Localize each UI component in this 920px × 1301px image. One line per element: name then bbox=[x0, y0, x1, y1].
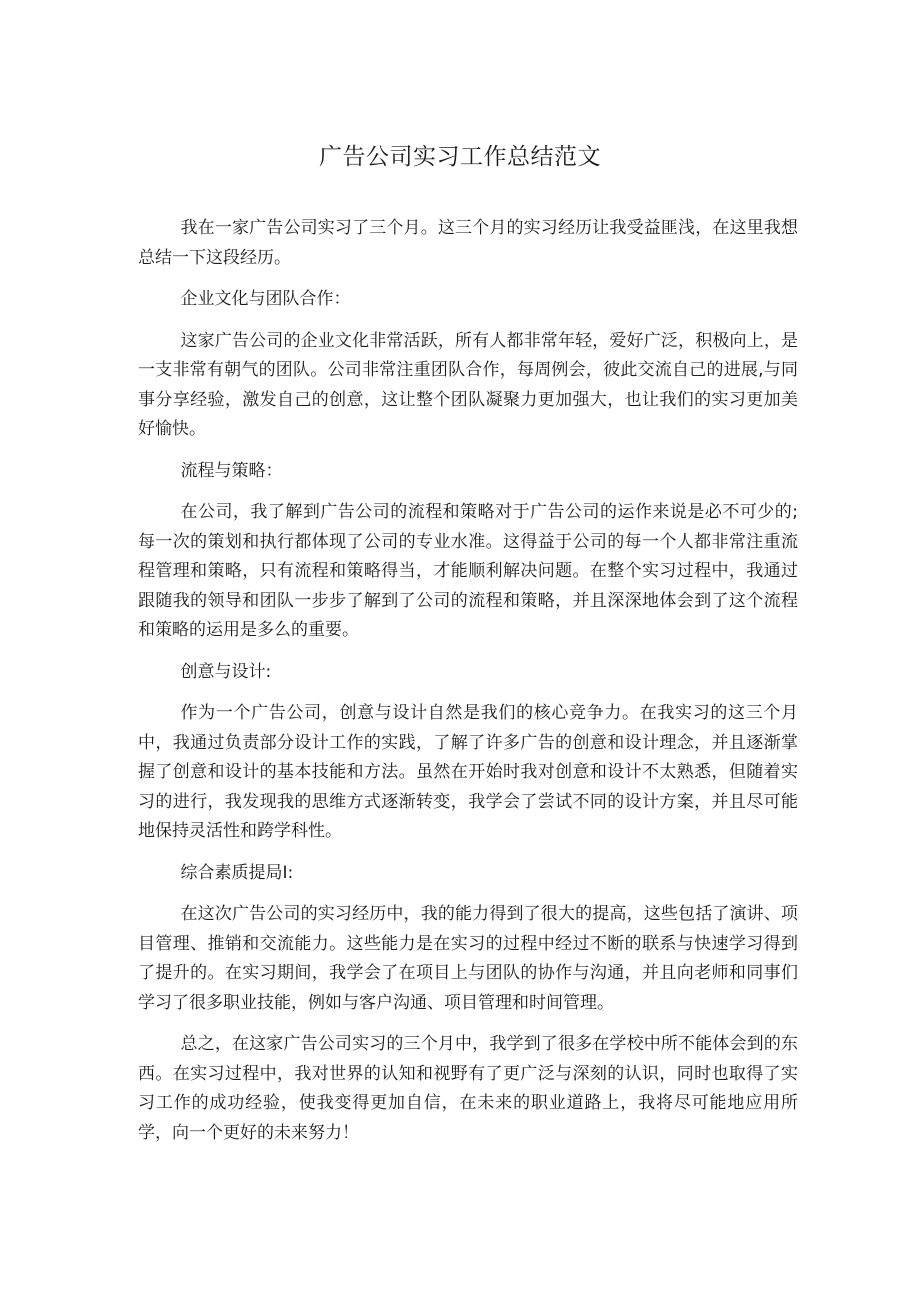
section-heading-design: 创意与设计: bbox=[180, 661, 272, 682]
section-heading-skills: 综合素质提局I: bbox=[180, 862, 294, 883]
section-heading-culture: 企业文化与团队合作： bbox=[180, 289, 351, 309]
paragraph-culture: 这家广告公司的企业文化非常活跃，所有人都非常年轻，爱好广泛，积极向上，是一支非常有朝气的团队。公司非常注重团队合作，每周例会，彼此交流自己的进展,与同事分享经验，激发自己的创意，这让整个团队凝聚力更加强大，也让我们的实习更加美好愉快。 bbox=[138, 330, 798, 439]
paragraph-design: 作为一个广告公司，创意与设计自然是我们的核心竞争力。在我实习的这三个月中，我通过负责部分设计工作的实践，了解了许多广告的创意和设计理念，并且逐渐掌握了创意和设计的基本技能和方法。虽然在开始时我对创意和设计不太熟悉，但随着实习的进行，我发现我的思维方式逐渐转变，我学会了尝试不同的设计方案，并且尽可能地保持灵活性和跨学科性。 bbox=[138, 703, 798, 841]
paragraph-process: 在公司，我了解到广告公司的流程和策略对于广告公司的运作来说是必不可少的;每一次的策划和执行都体现了公司的专业水准。这得益于公司的每一个人都非常注重流程管理和策略，只有流程和策略得当，才能顺利解决问题。在整个实习过程中，我通过跟随我的领导和团队一步步了解到了公司的流程和策略，并且深深地体会到了这个流程和策略的运用是多么的重要。 bbox=[138, 502, 798, 640]
document-title: 广告公司实习工作总结范文 bbox=[319, 144, 601, 170]
section-heading-process: 流程与策略： bbox=[180, 460, 283, 481]
paragraph-conclusion: 总之，在这家广告公司实习的三个月中，我学到了很多在学校中所不能体会到的东西。在实习过程中，我对世界的认知和视野有了更广泛与深刻的认识，同时也取得了实习工作的成功经验，使我变得更加自信，在未来的职业道路上，我将尽可能地应用所学，向一个更好的未来努力！ bbox=[138, 1034, 798, 1143]
paragraph-intro: 我在一家广告公司实习了三个月。这三个月的实习经历让我受益匪浅，在这里我想总结一下这段经历。 bbox=[138, 218, 798, 268]
paragraph-skills: 在这次广告公司的实习经历中，我的能力得到了很大的提高，这些包括了演讲、项目管理、推销和交流能力。这些能力是在实习的过程中经过不断的联系与快速学习得到了提升的。在实习期间，我学会了在项目上与团队的协作与沟通，并且向老师和同事们学习了很多职业技能，例如与客户沟通、项目管理和时间管理。 bbox=[138, 904, 798, 1013]
document-body bbox=[138, 214, 798, 1160]
